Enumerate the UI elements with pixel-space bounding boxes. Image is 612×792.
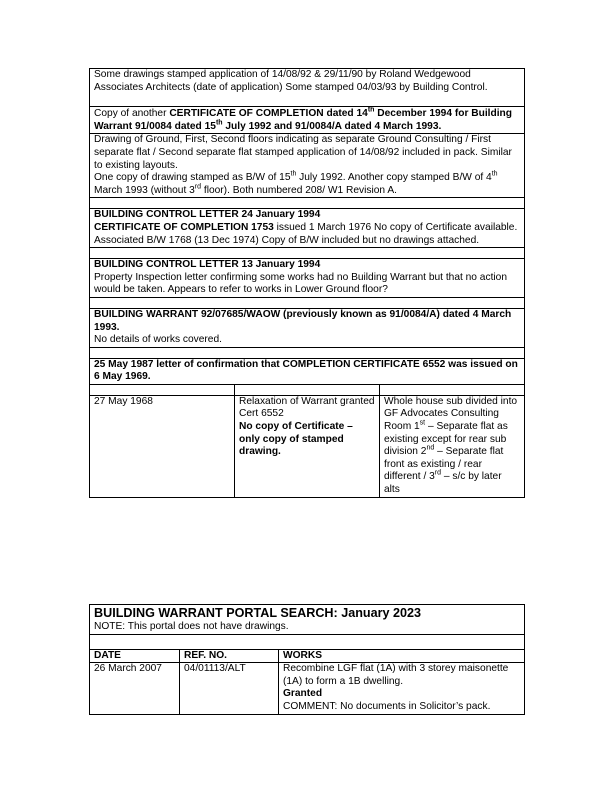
column-header-date: DATE — [90, 649, 180, 663]
drawings-text: Some drawings stamped application of 14/08/92 & 29/11/90 by Roland Wedgewood Associates Architects (date of application) Some stamped 04/03/93 by Building Control. — [94, 69, 488, 93]
table-row — [90, 209, 525, 248]
completion-cert-note: Copy of another CERTIFICATE OF COMPLETION dated 14th December 1994 for Building Warrant 91/0084 dated 15th July 1992 and 91/0084/A dated 4 March 1993. — [90, 107, 525, 134]
record-works: Whole house sub divided into GF Advocates Consulting Room 1st – Separate flat as existing except for rear sub division 2nd – Separate flat front as existing / rear different / 3rd – s/c by later alts — [380, 395, 525, 497]
table-header-row — [90, 649, 525, 663]
table-row — [90, 358, 525, 384]
portal-header — [90, 605, 525, 635]
control-letter-1994-24: BUILDING CONTROL LETTER 24 January 1994 CERTIFICATE OF COMPLETION 1753 issued 1 March 1976 No copy of Certificate available. Associated B/W 1768 (13 Dec 1974) Copy of B/W included but no drawings attached. — [90, 209, 525, 248]
column-header-works: WORKS — [279, 649, 525, 663]
control-letter-1994-13: BUILDING CONTROL LETTER 13 January 1994 Property Inspection letter confirming some works had no Building Warrant but that no action would be taken. Appears to refer to works in Lower Ground floor? — [90, 259, 525, 298]
row-comment: COMMENT: No documents in Solicitor’s pack. — [283, 700, 491, 712]
table-row — [90, 308, 525, 347]
drawings-note — [90, 69, 525, 107]
row-works: Recombine LGF flat (1A) with 3 storey maisonette (1A) to form a 1B dwelling. Granted COMMENT: No documents in Solicitor’s pack. — [279, 663, 525, 714]
table-row — [90, 605, 525, 635]
spacer-row — [90, 248, 525, 259]
table-row — [90, 663, 525, 714]
spacer-row — [90, 384, 525, 395]
row-ref: 04/01113/ALT — [180, 663, 279, 714]
spacer-row — [90, 634, 525, 649]
record-date: 27 May 1968 — [90, 395, 235, 497]
column-header-ref: REF. NO. — [180, 649, 279, 663]
record-relaxation: Relaxation of Warrant granted Cert 6552 No copy of Certificate – only copy of stamped drawing. — [235, 395, 380, 497]
portal-search-table — [89, 604, 525, 715]
table-row — [90, 259, 525, 298]
table-row — [90, 134, 525, 198]
portal-note: NOTE: This portal does not have drawings. — [94, 621, 289, 632]
spacer-row — [90, 297, 525, 308]
table-row — [90, 107, 525, 134]
floor-drawings-note: Drawing of Ground, First, Second floors indicating as separate Ground Consulting / First separate flat / Second separate flat stamped application of 14/08/92 included in pack. Similar to existing layouts. One copy of drawing stamped as B/W of 15th July 1992. Another copy stamped B/W of 4th March 1993 (without 3rd floor). Both numbered 208/ W1 Revision A. — [90, 134, 525, 198]
spacer-row — [90, 198, 525, 209]
portal-title: BUILDING WARRANT PORTAL SEARCH: January 2023 — [94, 606, 422, 620]
table-row — [90, 395, 525, 497]
building-warrant-note: BUILDING WARRANT 92/07685/WAOW (previously known as 91/0084/A) dated 4 March 1993. No details of works covered. — [90, 308, 525, 347]
history-table — [89, 68, 525, 498]
row-date: 26 March 2007 — [90, 663, 180, 714]
row-status: Granted — [283, 688, 323, 700]
table-row — [90, 69, 525, 107]
spacer-row — [90, 347, 525, 358]
confirmation-letter-note: 25 May 1987 letter of confirmation that COMPLETION CERTIFICATE 6552 was issued on 6 May 1969. — [90, 358, 525, 384]
